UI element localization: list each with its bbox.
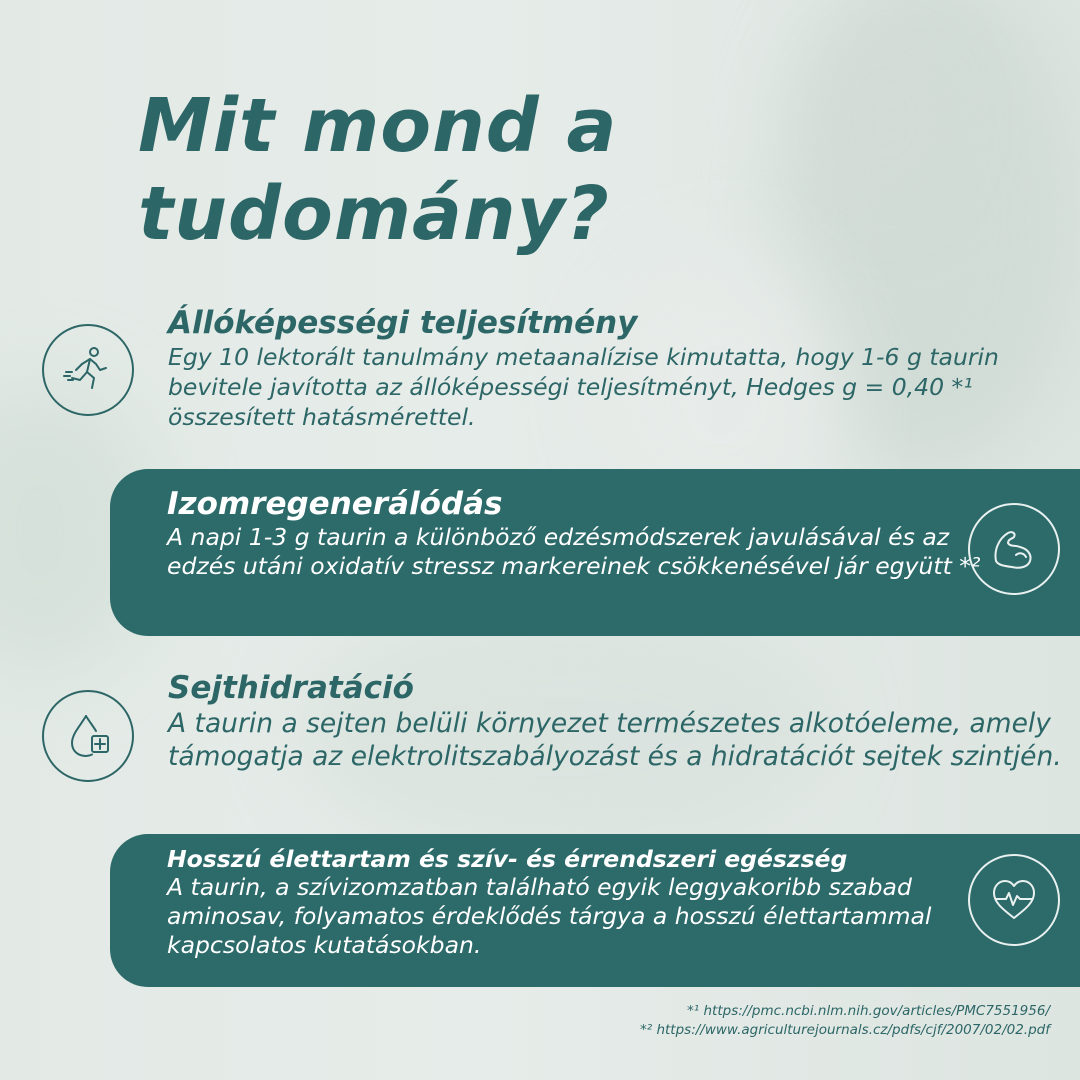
page-title: Mit mond a tudomány? [138, 83, 618, 257]
section-title: Hosszú élettartam és szív- és érrendszeri egészség [167, 845, 848, 873]
footnote-1: *¹ https://pmc.ncbi.nlm.nih.gov/articles/PMC7551956/ [687, 1003, 1050, 1019]
band-longevity [110, 834, 1080, 987]
footnotes [640, 1002, 1050, 1040]
band-muscle-regeneration [110, 469, 1080, 636]
running-person-icon [42, 324, 134, 416]
section-text: A taurin a sejten belüli környezet természetes alkotóeleme, amely támogatja az elektrolitszabályozást és a hidratációt sejtek szintjén. [168, 708, 1062, 772]
section-hydration [168, 669, 1068, 773]
section-title: Izomregenerálódás [167, 486, 503, 522]
section-text: A napi 1-3 g taurin a különböző edzésmódszerek javulásával és az edzés utáni oxidatív stressz markereinek csökkenésével jár együtt *² [167, 523, 981, 580]
section-text: A taurin, a szívizomzatban található egyik leggyakoribb szabad aminosav, folyamatos érdeklődés tárgya a hosszú élettartammal kapcsolatos kutatásokban. [167, 873, 932, 959]
section-text: Egy 10 lektorált tanulmány metaanalízise kimutatta, hogy 1-6 g taurin bevitele javította az állóképességi teljesítményt, Hedges g = 0,40 *¹ összesített hatásmérettel. [168, 343, 999, 431]
heart-pulse-icon [968, 854, 1060, 946]
flexed-arm-icon [968, 503, 1060, 595]
section-title: Sejthidratáció [168, 670, 414, 706]
water-drop-plus-icon [42, 690, 134, 782]
section-endurance [168, 304, 1048, 432]
footnote-2: *² https://www.agriculturejournals.cz/pdfs/cjf/2007/02/02.pdf [640, 1022, 1050, 1038]
section-title: Állóképességi teljesítmény [168, 305, 638, 341]
section-longevity [167, 845, 977, 960]
section-muscle-regeneration [167, 485, 997, 581]
